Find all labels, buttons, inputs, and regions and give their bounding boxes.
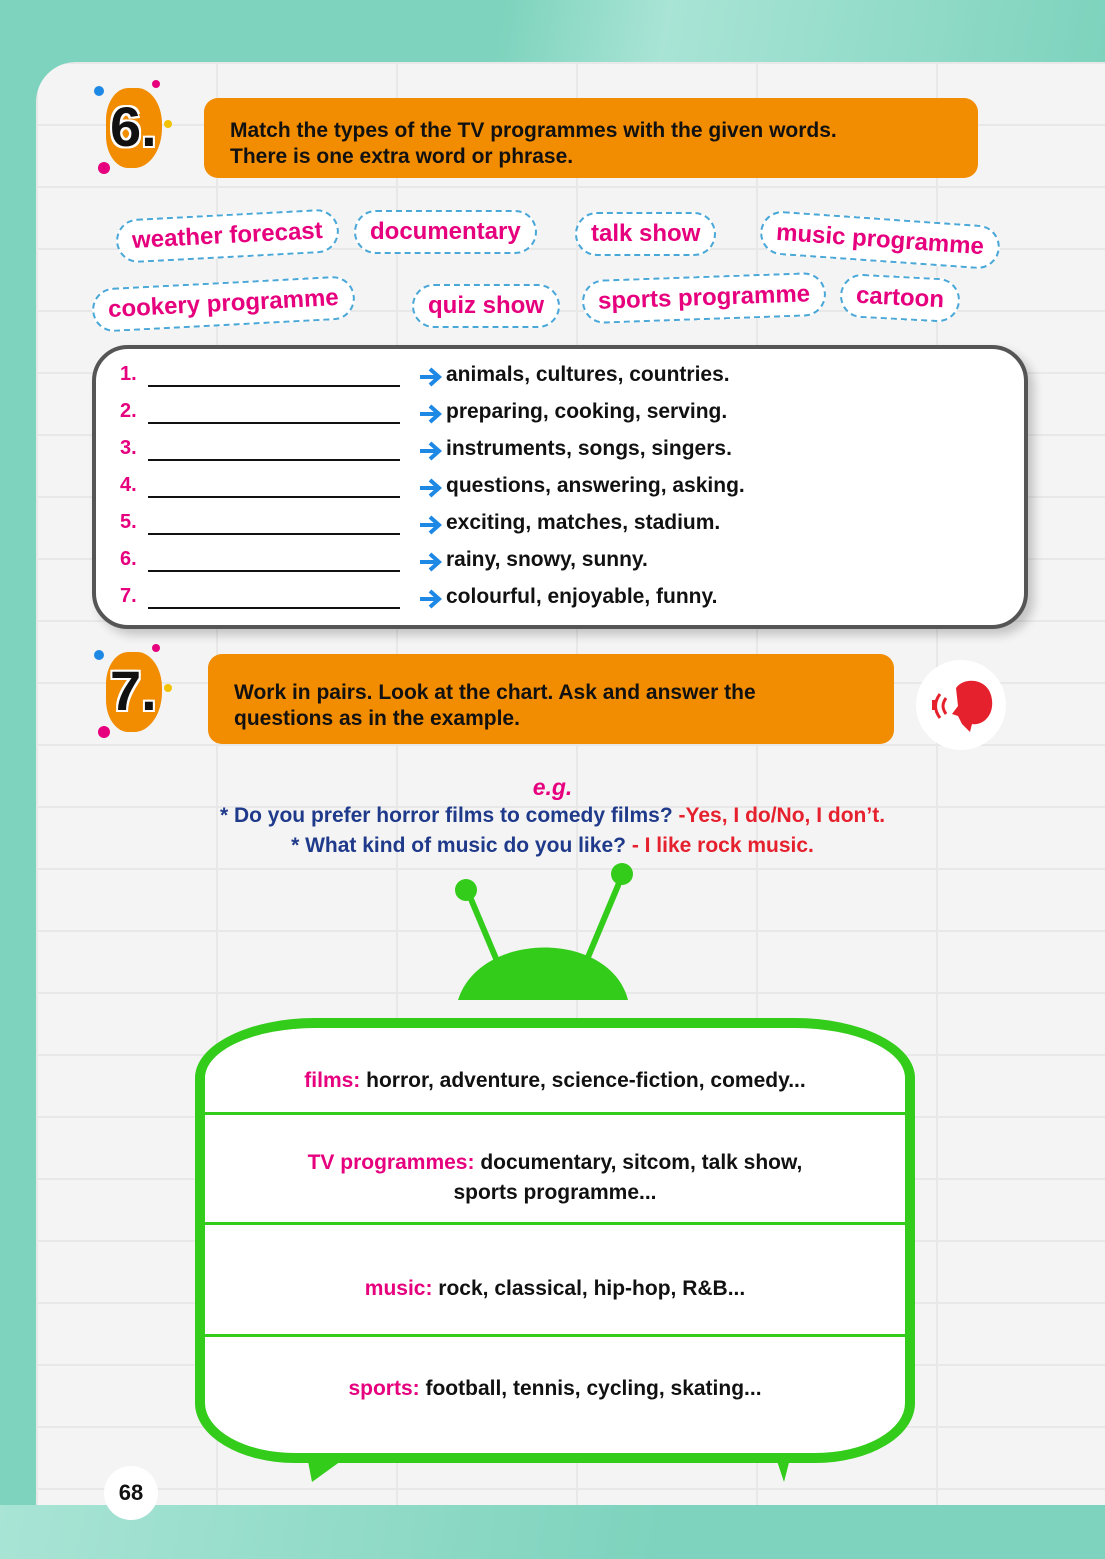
item-words: preparing, cooking, serving. [446, 400, 728, 423]
item-words: instruments, songs, singers. [446, 437, 732, 460]
example-2-question: * What kind of music do you like? [291, 834, 626, 857]
item-words: colourful, enjoyable, funny. [446, 585, 718, 608]
example-1-question: * Do you prefer horror films to comedy films? [219, 804, 673, 827]
exercise-6-number: 6. [92, 80, 172, 180]
exercise-7-instruction: Work in pairs. Look at the chart. Ask and answer the questions as in the example. [208, 654, 894, 744]
chart-divider [205, 1334, 905, 1337]
item-number: 5. [120, 511, 137, 533]
item-number: 3. [120, 437, 137, 459]
item-number: 6. [120, 548, 137, 570]
item-words: rainy, snowy, sunny. [446, 548, 648, 571]
item-number: 4. [120, 474, 137, 496]
example-2-answer: - I like rock music. [631, 834, 814, 857]
exercise-7-number: 7. [92, 644, 172, 744]
chart-row-films: films: horror, adventure, science-fiction, comedy... [304, 1069, 806, 1092]
example-1-answer: -Yes, I do/No, I don’t. [678, 804, 886, 827]
item-number: 2. [120, 400, 137, 422]
chart-divider [205, 1222, 905, 1225]
word-chip-weather-forecast: weather forecast [115, 208, 340, 264]
item-words: animals, cultures, countries. [446, 363, 730, 386]
chart-row-sports: sports: football, tennis, cycling, skating... [348, 1377, 762, 1400]
word-chip-music-programme: music programme [759, 210, 1002, 271]
eg-label: e.g. [532, 774, 573, 800]
item-number: 1. [120, 363, 137, 385]
item-words: exciting, matches, stadium. [446, 511, 721, 534]
chart-row-tv-programmes: TV programmes: documentary, sitcom, talk show, sports programme... [307, 1151, 803, 1204]
tv-chart [195, 1018, 915, 1463]
item-number: 7. [120, 585, 137, 607]
word-chip-cookery-programme: cookery programme [91, 275, 356, 333]
exercise-6-instruction: Match the types of the TV programmes with the given words. There is one extra word or phrase. [204, 98, 978, 178]
item-words: questions, answering, asking. [446, 474, 745, 497]
word-chip-quiz-show: quiz show [412, 284, 560, 328]
word-chip-cartoon: cartoon [839, 273, 961, 323]
page-number: 68 [104, 1466, 158, 1520]
chart-divider [205, 1112, 905, 1115]
word-chip-documentary: documentary [354, 210, 537, 254]
word-chip-sports-programme: sports programme [581, 272, 826, 324]
word-chip-talk-show: talk show [575, 212, 716, 256]
chart-row-music: music: rock, classical, hip-hop, R&B... [364, 1277, 746, 1300]
